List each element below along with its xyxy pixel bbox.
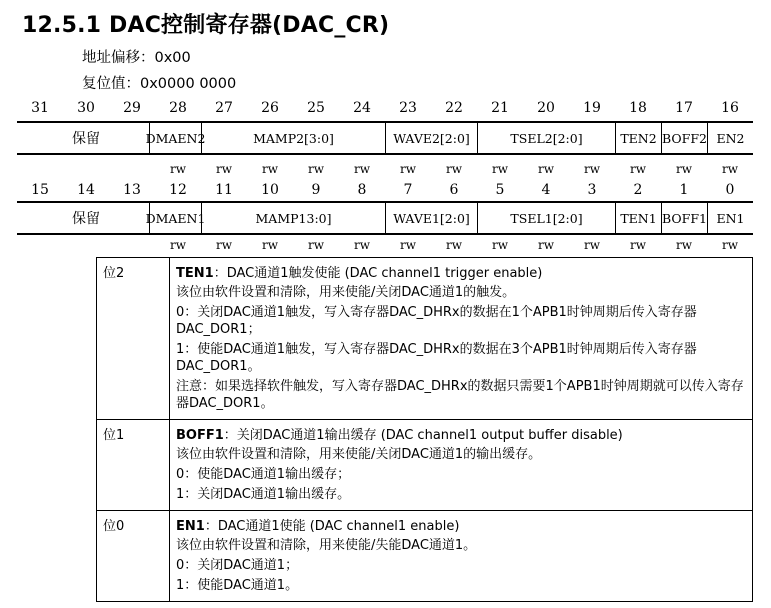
field-mamp1: MAMP13:0] <box>201 203 385 233</box>
bit-description <box>170 511 753 602</box>
access-label: rw <box>583 238 600 252</box>
bit-number: 31 <box>31 100 49 116</box>
description-line: 0：使能DAC通道1输出缓存； <box>176 467 351 482</box>
access-label: rw <box>261 238 278 252</box>
field-title: ：关闭DAC通道1输出缓存 (DAC channel1 output buffer disable) <box>223 428 623 443</box>
bit-description <box>170 258 753 420</box>
field-reserved-high: 保留 <box>72 131 100 147</box>
bit-number: 2 <box>633 182 643 198</box>
bit-number: 12 <box>169 182 187 198</box>
bit-label: 位0 <box>97 511 170 602</box>
bit-number: 3 <box>587 182 597 198</box>
address-offset: 地址偏移：0x00 <box>82 50 191 66</box>
access-label: rw <box>445 238 462 252</box>
field-mamp2: MAMP2[3:0] <box>201 123 385 153</box>
field-ten2: TEN2 <box>615 123 661 153</box>
bit-numbers-low <box>17 182 753 202</box>
register-row-high <box>17 121 753 155</box>
access-label: rw <box>491 162 508 176</box>
bit-number: 30 <box>77 100 95 116</box>
field-heading <box>176 515 746 534</box>
bit-number: 18 <box>629 100 647 116</box>
access-label: rw <box>721 238 738 252</box>
field-heading <box>176 424 746 443</box>
bit-number: 23 <box>399 100 417 116</box>
section-title: 12.5.1 DAC控制寄存器(DAC_CR) <box>22 13 390 38</box>
access-label: rw <box>307 162 324 176</box>
description-line: 1：使能DAC通道1。 <box>176 578 299 593</box>
description-line: 注意：如果选择软件触发，写入寄存器DAC_DHRx的数据只需要1个APB1时钟周期就可以传入寄存器DAC_DOR1。 <box>176 379 744 411</box>
access-label: rw <box>399 162 416 176</box>
bit-number: 27 <box>215 100 233 116</box>
field-wave1: WAVE1[2:0] <box>385 203 477 233</box>
bit-number: 16 <box>721 100 739 116</box>
access-label: rw <box>215 162 232 176</box>
bit-number: 29 <box>123 100 141 116</box>
access-label: rw <box>675 162 692 176</box>
bit-number: 1 <box>679 182 689 198</box>
reset-value: 复位值：0x0000 0000 <box>82 76 237 92</box>
bit-number: 24 <box>353 100 371 116</box>
bit-number: 11 <box>215 182 233 198</box>
bit-number: 13 <box>123 182 141 198</box>
access-label: rw <box>353 238 370 252</box>
field-boff1: BOFF1 <box>661 203 707 233</box>
access-label: rw <box>445 162 462 176</box>
description-line: 该位由软件设置和清除，用来使能/关闭DAC通道1的触发。 <box>176 285 516 300</box>
field-tsel1: TSEL1[2:0] <box>477 203 615 233</box>
field-dmaen1: DMAEN1 <box>149 203 201 233</box>
access-label: rw <box>169 162 186 176</box>
bit-number: 14 <box>77 182 95 198</box>
bit-description <box>170 420 753 511</box>
field-name: BOFF1 <box>176 428 224 443</box>
bit-number: 28 <box>169 100 187 116</box>
field-heading <box>176 262 746 281</box>
register-row-low <box>17 201 753 235</box>
access-label: rw <box>353 162 370 176</box>
field-ten1: TEN1 <box>615 203 661 233</box>
access-label: rw <box>675 238 692 252</box>
table-row <box>97 511 753 602</box>
field-title: ：DAC通道1使能 (DAC channel1 enable) <box>204 519 460 534</box>
access-label: rw <box>491 238 508 252</box>
field-en2: EN2 <box>707 123 753 153</box>
access-label: rw <box>537 162 554 176</box>
field-dmaen2: DMAEN2 <box>149 123 201 153</box>
bit-number: 9 <box>311 182 321 198</box>
description-line: 1：使能DAC通道1触发，写入寄存器DAC_DHRx的数据在3个APB1时钟周期后传入寄存器DAC_DOR1。 <box>176 342 697 374</box>
access-label: rw <box>215 238 232 252</box>
access-label: rw <box>629 238 646 252</box>
bit-label: 位1 <box>97 420 170 511</box>
bit-number: 0 <box>725 182 735 198</box>
description-line: 0：关闭DAC通道1触发，写入寄存器DAC_DHRx的数据在1个APB1时钟周期后传入寄存器DAC_DOR1； <box>176 305 697 337</box>
bit-number: 20 <box>537 100 555 116</box>
field-tsel2: TSEL2[2:0] <box>477 123 615 153</box>
table-row <box>97 420 753 511</box>
field-title: ：DAC通道1触发使能 (DAC channel1 trigger enable) <box>213 266 543 281</box>
bit-number: 19 <box>583 100 601 116</box>
description-line: 1：关闭DAC通道1输出缓存。 <box>176 487 351 502</box>
bit-number: 26 <box>261 100 279 116</box>
bit-number: 4 <box>541 182 551 198</box>
bit-description-table <box>96 257 753 602</box>
bit-number: 25 <box>307 100 325 116</box>
access-label: rw <box>261 162 278 176</box>
access-row-low <box>17 238 753 256</box>
access-label: rw <box>169 238 186 252</box>
field-reserved-low: 保留 <box>72 211 100 227</box>
bit-label: 位2 <box>97 258 170 420</box>
description-line: 该位由软件设置和清除，用来使能/失能DAC通道1。 <box>176 538 477 553</box>
bit-number: 7 <box>403 182 413 198</box>
description-line: 0：关闭DAC通道1； <box>176 558 299 573</box>
field-name: TEN1 <box>176 266 214 281</box>
access-row-high <box>17 162 753 180</box>
table-row <box>97 258 753 420</box>
bit-number: 15 <box>31 182 49 198</box>
bit-number: 22 <box>445 100 463 116</box>
field-name: EN1 <box>176 519 205 534</box>
field-wave2: WAVE2[2:0] <box>385 123 477 153</box>
access-label: rw <box>721 162 738 176</box>
bit-number: 10 <box>261 182 279 198</box>
bit-number: 6 <box>449 182 459 198</box>
access-label: rw <box>629 162 646 176</box>
bit-numbers-high <box>17 100 753 120</box>
bit-number: 8 <box>357 182 367 198</box>
access-label: rw <box>537 238 554 252</box>
access-label: rw <box>399 238 416 252</box>
description-line: 该位由软件设置和清除，用来使能/关闭DAC通道1的输出缓存。 <box>176 447 542 462</box>
access-label: rw <box>583 162 600 176</box>
access-label: rw <box>307 238 324 252</box>
field-en1: EN1 <box>707 203 753 233</box>
bit-number: 21 <box>491 100 509 116</box>
bit-number: 17 <box>675 100 693 116</box>
field-boff2: BOFF2 <box>661 123 707 153</box>
bit-number: 5 <box>495 182 505 198</box>
